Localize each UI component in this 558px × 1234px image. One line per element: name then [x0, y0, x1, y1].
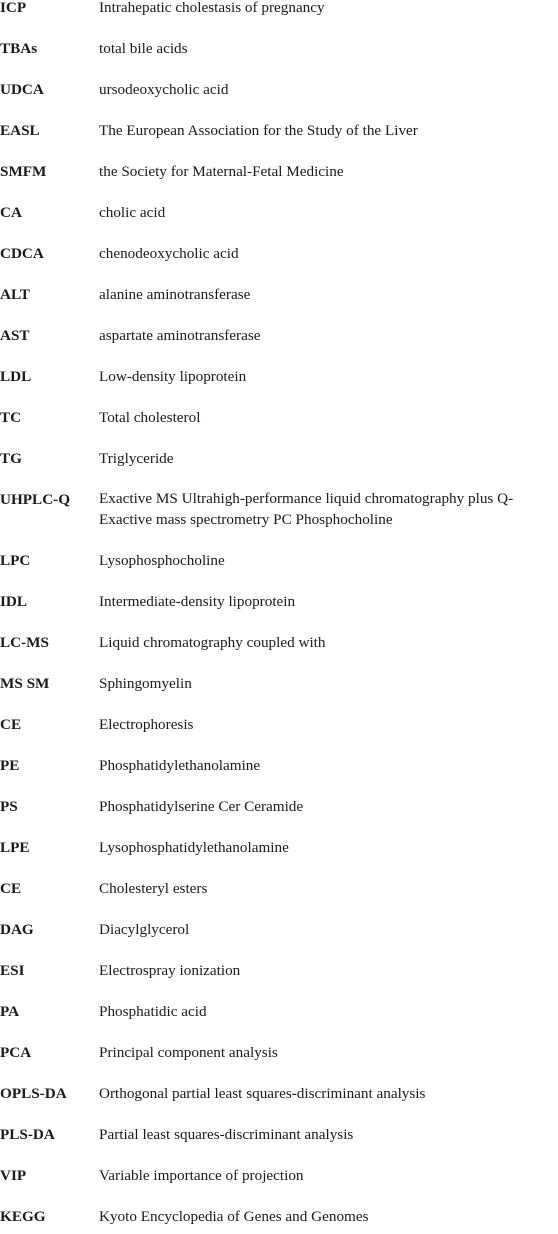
abbreviation-definition: Orthogonal partial least squares-discriminant analysis: [99, 1085, 426, 1102]
abbreviation-entry: [0, 489, 558, 530]
abbreviation-entry: [0, 550, 558, 571]
abbreviation-term: ALT: [0, 286, 30, 303]
abbreviation-term: DAG: [0, 921, 34, 938]
abbreviation-definition: cholic acid: [99, 204, 166, 221]
abbreviation-entry: [0, 161, 558, 182]
abbreviation-term: PLS-DA: [0, 1126, 55, 1143]
abbreviation-entry: [0, 1042, 558, 1063]
abbreviation-entry: [0, 366, 558, 387]
abbreviation-term: MS SM: [0, 675, 50, 692]
abbreviation-definition: Total cholesterol: [99, 409, 201, 426]
abbreviation-definition: Low-density lipoprotein: [99, 368, 247, 385]
abbreviation-definition: Triglyceride: [99, 450, 174, 467]
abbreviation-entry: [0, 1083, 558, 1104]
abbreviation-definition: Liquid chromatography coupled with: [99, 634, 326, 651]
abbreviation-entry: [0, 878, 558, 899]
abbreviation-entry: [0, 1165, 558, 1186]
abbreviation-entry: [0, 407, 558, 428]
abbreviation-entry: [0, 755, 558, 776]
abbreviation-term: SMFM: [0, 163, 47, 180]
abbreviation-entry: [0, 1001, 558, 1022]
abbreviation-entry: [0, 448, 558, 469]
abbreviation-definition: Exactive MS Ultrahigh-performance liquid chromatography plus Q-Exactive mass spectrometry PC Phosphocholine: [99, 490, 514, 528]
abbreviation-entry: [0, 673, 558, 694]
abbreviation-definition: Lysophosphatidylethanolamine: [99, 839, 289, 856]
abbreviation-entry: [0, 1124, 558, 1145]
abbreviation-term: CE: [0, 880, 22, 897]
abbreviation-definition: alanine aminotransferase: [99, 286, 251, 303]
abbreviation-definition: Lysophosphocholine: [99, 552, 225, 569]
abbreviation-term: PS: [0, 798, 18, 815]
abbreviation-definition: Electrophoresis: [99, 716, 194, 733]
abbreviation-term: IDL: [0, 593, 28, 610]
abbreviation-entry: [0, 1206, 558, 1227]
abbreviation-term: UDCA: [0, 81, 44, 98]
abbreviation-term: CA: [0, 204, 22, 221]
abbreviation-entry: [0, 919, 558, 940]
abbreviation-definition: Partial least squares-discriminant analysis: [99, 1126, 354, 1143]
abbreviation-definition: Cholesteryl esters: [99, 880, 208, 897]
abbreviation-term: CDCA: [0, 245, 44, 262]
abbreviation-term: UHPLC-Q: [0, 491, 71, 508]
abbreviation-entry: [0, 202, 558, 223]
abbreviation-definition: Sphingomyelin: [99, 675, 192, 692]
abbreviation-term: TBAs: [0, 40, 38, 57]
abbreviation-term: PCA: [0, 1044, 32, 1061]
abbreviation-term: CE: [0, 716, 22, 733]
abbreviation-definition: Phosphatidic acid: [99, 1003, 207, 1020]
abbreviation-term: TG: [0, 450, 22, 467]
abbreviation-definition: Variable importance of projection: [99, 1167, 304, 1184]
abbreviation-entry: [0, 714, 558, 735]
abbreviation-definition: The European Association for the Study of the Liver: [99, 122, 418, 139]
abbreviation-entry: [0, 79, 558, 100]
abbreviation-entry: [0, 120, 558, 141]
abbreviation-term: LC-MS: [0, 634, 49, 651]
abbreviation-term: TC: [0, 409, 22, 426]
abbreviation-definition: ursodeoxycholic acid: [99, 81, 229, 98]
abbreviation-definition: Intrahepatic cholestasis of pregnancy: [99, 0, 325, 16]
abbreviation-entry: [0, 591, 558, 612]
abbreviation-term: LDL: [0, 368, 32, 385]
abbreviation-definition: Principal component analysis: [99, 1044, 278, 1061]
abbreviation-entry: [0, 284, 558, 305]
abbreviation-definition: total bile acids: [99, 40, 188, 57]
abbreviation-definition: Phosphatidylserine Cer Ceramide: [99, 798, 304, 815]
abbreviation-definition: Diacylglycerol: [99, 921, 190, 938]
abbreviation-entry: [0, 38, 558, 59]
abbreviation-entry: [0, 796, 558, 817]
abbreviation-term: LPC: [0, 552, 31, 569]
abbreviation-entry: [0, 325, 558, 346]
abbreviation-term: AST: [0, 327, 30, 344]
abbreviation-term: VIP: [0, 1167, 27, 1184]
abbreviation-term: EASL: [0, 122, 40, 139]
abbreviation-definition: chenodeoxycholic acid: [99, 245, 239, 262]
abbreviation-entry: [0, 837, 558, 858]
abbreviation-term: KEGG: [0, 1208, 46, 1225]
abbreviation-definition: aspartate aminotransferase: [99, 327, 261, 344]
abbreviation-definition: Intermediate-density lipoprotein: [99, 593, 296, 610]
abbreviation-definition: Kyoto Encyclopedia of Genes and Genomes: [99, 1208, 369, 1225]
abbreviation-term: PE: [0, 757, 20, 774]
abbreviation-entry: [0, 243, 558, 264]
abbreviation-definition: the Society for Maternal-Fetal Medicine: [99, 163, 344, 180]
abbreviation-term: ICP: [0, 0, 27, 16]
abbreviation-term: LPE: [0, 839, 30, 856]
abbreviation-definition: Phosphatidylethanolamine: [99, 757, 261, 774]
abbreviation-entry: [0, 960, 558, 981]
abbreviation-definition: Electrospray ionization: [99, 962, 241, 979]
abbreviation-term: ESI: [0, 962, 25, 979]
abbreviation-entry: [0, 632, 558, 653]
abbreviation-term: OPLS-DA: [0, 1085, 67, 1102]
abbreviation-entry: [0, 0, 558, 18]
abbreviation-term: PA: [0, 1003, 20, 1020]
